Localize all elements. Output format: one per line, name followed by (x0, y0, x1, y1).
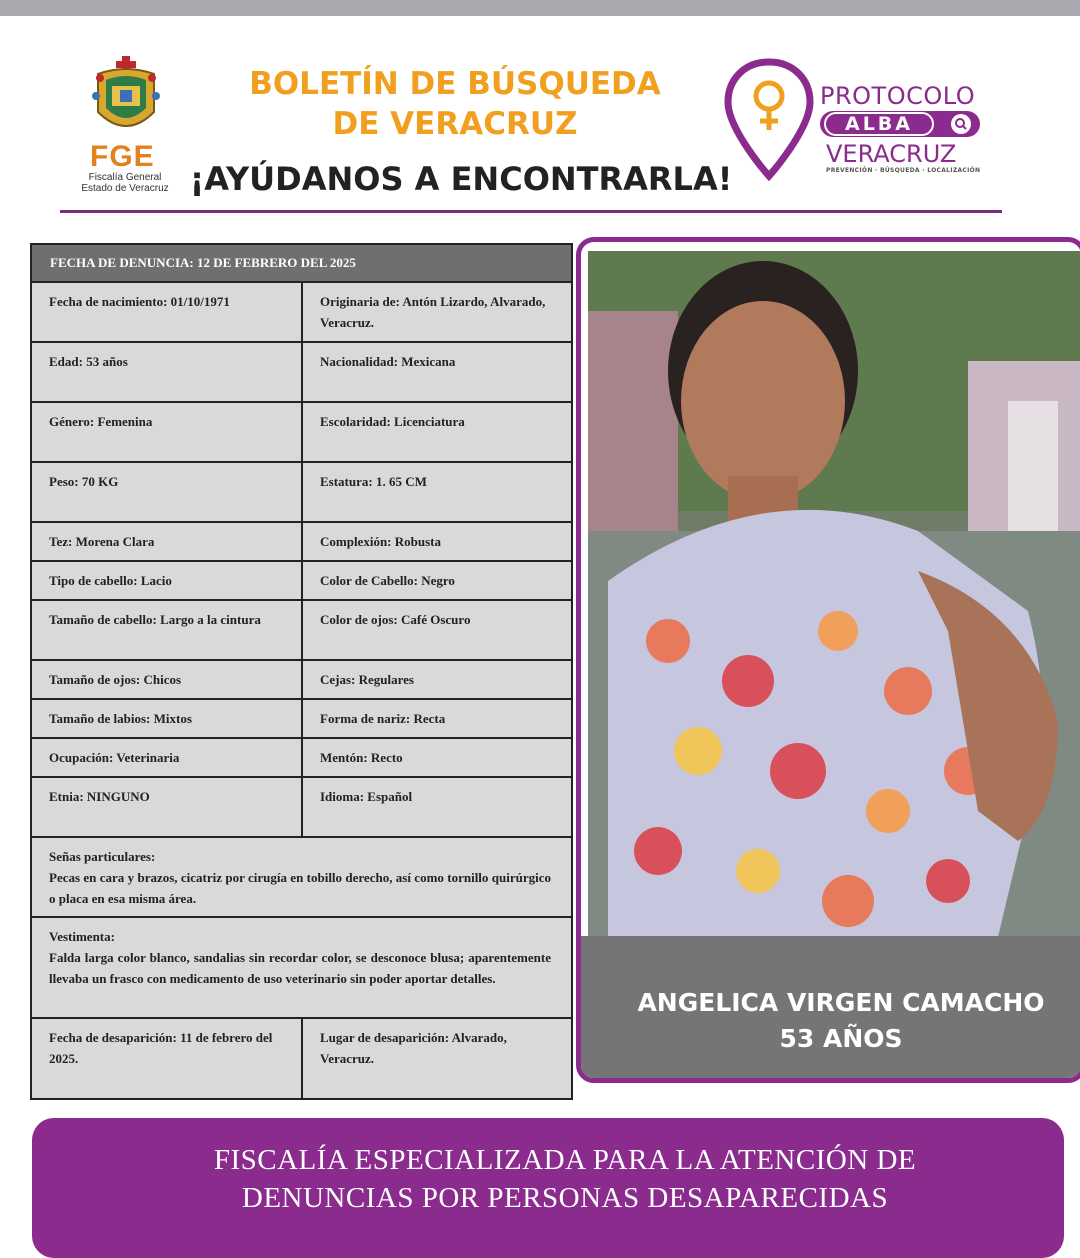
gender-cell: Género: Femenina (30, 401, 303, 463)
chin-cell: Mentón: Recto (301, 737, 573, 778)
weight-cell: Peso: 70 KG (30, 461, 303, 523)
search-icon (950, 113, 972, 135)
footer-line1: FISCALÍA ESPECIALIZADA PARA LA ATENCIÓN DE (213, 1144, 917, 1176)
fge-subtitle (70, 172, 180, 194)
eye-color-cell: Color de ojos: Café Oscuro (301, 599, 573, 661)
veracruz-coat-of-arms-icon (92, 56, 160, 140)
education-cell: Escolaridad: Licenciatura (301, 401, 573, 463)
hair-type-cell: Tipo de cabello: Lacio (30, 560, 303, 601)
nationality-cell: Nacionalidad: Mexicana (301, 341, 573, 403)
hair-length-cell: Tamaño de cabello: Largo a la cintura (30, 599, 303, 661)
footer-banner (32, 1118, 1064, 1258)
distinguishing-marks-text: Pecas en cara y brazos, cicatriz por cirugía en tobillo derecho, así como tornillo quirúrgico o placa en esa misma área. (49, 870, 551, 906)
age-cell: Edad: 53 años (30, 341, 303, 403)
alba-badge (820, 111, 980, 137)
clothing-cell (30, 916, 573, 1019)
location-pin-female-icon (724, 58, 814, 182)
fge-logo-text: FGE (90, 140, 155, 173)
lips-cell: Tamaño de labios: Mixtos (30, 698, 303, 739)
birth-date-cell: Fecha de nacimiento: 01/10/1971 (30, 281, 303, 343)
distinguishing-marks-label: Señas particulares: (49, 849, 156, 864)
ethnicity-cell: Etnia: NINGUNO (30, 776, 303, 838)
disappearance-place-cell: Lugar de desaparición: Alvarado, Veracruz. (301, 1017, 573, 1100)
language-cell: Idioma: Español (301, 776, 573, 838)
eye-size-cell: Tamaño de ojos: Chicos (30, 659, 303, 700)
fge-subtitle-line2: Estado de Veracruz (81, 183, 169, 194)
person-name: ANGELICA VIRGEN CAMACHO (637, 988, 1045, 1017)
build-cell: Complexión: Robusta (301, 521, 573, 562)
top-border (0, 0, 1080, 16)
report-date-heading: FECHA DE DENUNCIA: 12 DE FEBRERO DEL 2025 (30, 243, 573, 283)
person-name-box (581, 936, 1080, 1083)
height-cell: Estatura: 1. 65 CM (301, 461, 573, 523)
clothing-label: Vestimenta: (49, 929, 115, 944)
missing-person-info-table (30, 243, 573, 1100)
person-photo (588, 251, 1080, 937)
alba-badge-text: ALBA (824, 112, 934, 136)
photo-panel (576, 237, 1080, 1083)
protocol-tagline: PREVENCIÓN · BÚSQUEDA · LOCALIZACIÓN (826, 167, 981, 174)
occupation-cell: Ocupación: Veterinaria (30, 737, 303, 778)
footer-line2: DENUNCIAS POR PERSONAS DESAPARECIDAS (241, 1182, 889, 1214)
bulletin-title-line2: DE VERACRUZ (332, 106, 578, 142)
eyebrows-cell: Cejas: Regulares (301, 659, 573, 700)
nose-cell: Forma de nariz: Recta (301, 698, 573, 739)
disappearance-date-cell: Fecha de desaparición: 11 de febrero del 2025. (30, 1017, 303, 1100)
clothing-text: Falda larga color blanco, sandalias sin recordar color, se desconoce blusa; aparentemente llevaba un frasco con medicamento de uso veterinario sin poder aportar detalles. (49, 950, 551, 986)
fge-subtitle-line1: Fiscalía General (88, 172, 162, 183)
protocol-line3: VERACRUZ (826, 140, 957, 168)
hair-color-cell: Color de Cabello: Negro (301, 560, 573, 601)
protocol-line1: PROTOCOLO (820, 82, 976, 110)
origin-cell: Originaria de: Antón Lizardo, Alvarado, Veracruz. (301, 281, 573, 343)
help-us-heading: ¡AYÚDANOS A ENCONTRARLA! (189, 160, 733, 198)
skin-tone-cell: Tez: Morena Clara (30, 521, 303, 562)
header-divider (60, 210, 1002, 213)
person-age: 53 AÑOS (779, 1024, 903, 1053)
distinguishing-marks-cell (30, 836, 573, 918)
bulletin-title-line1: BOLETÍN DE BÚSQUEDA (249, 66, 661, 102)
